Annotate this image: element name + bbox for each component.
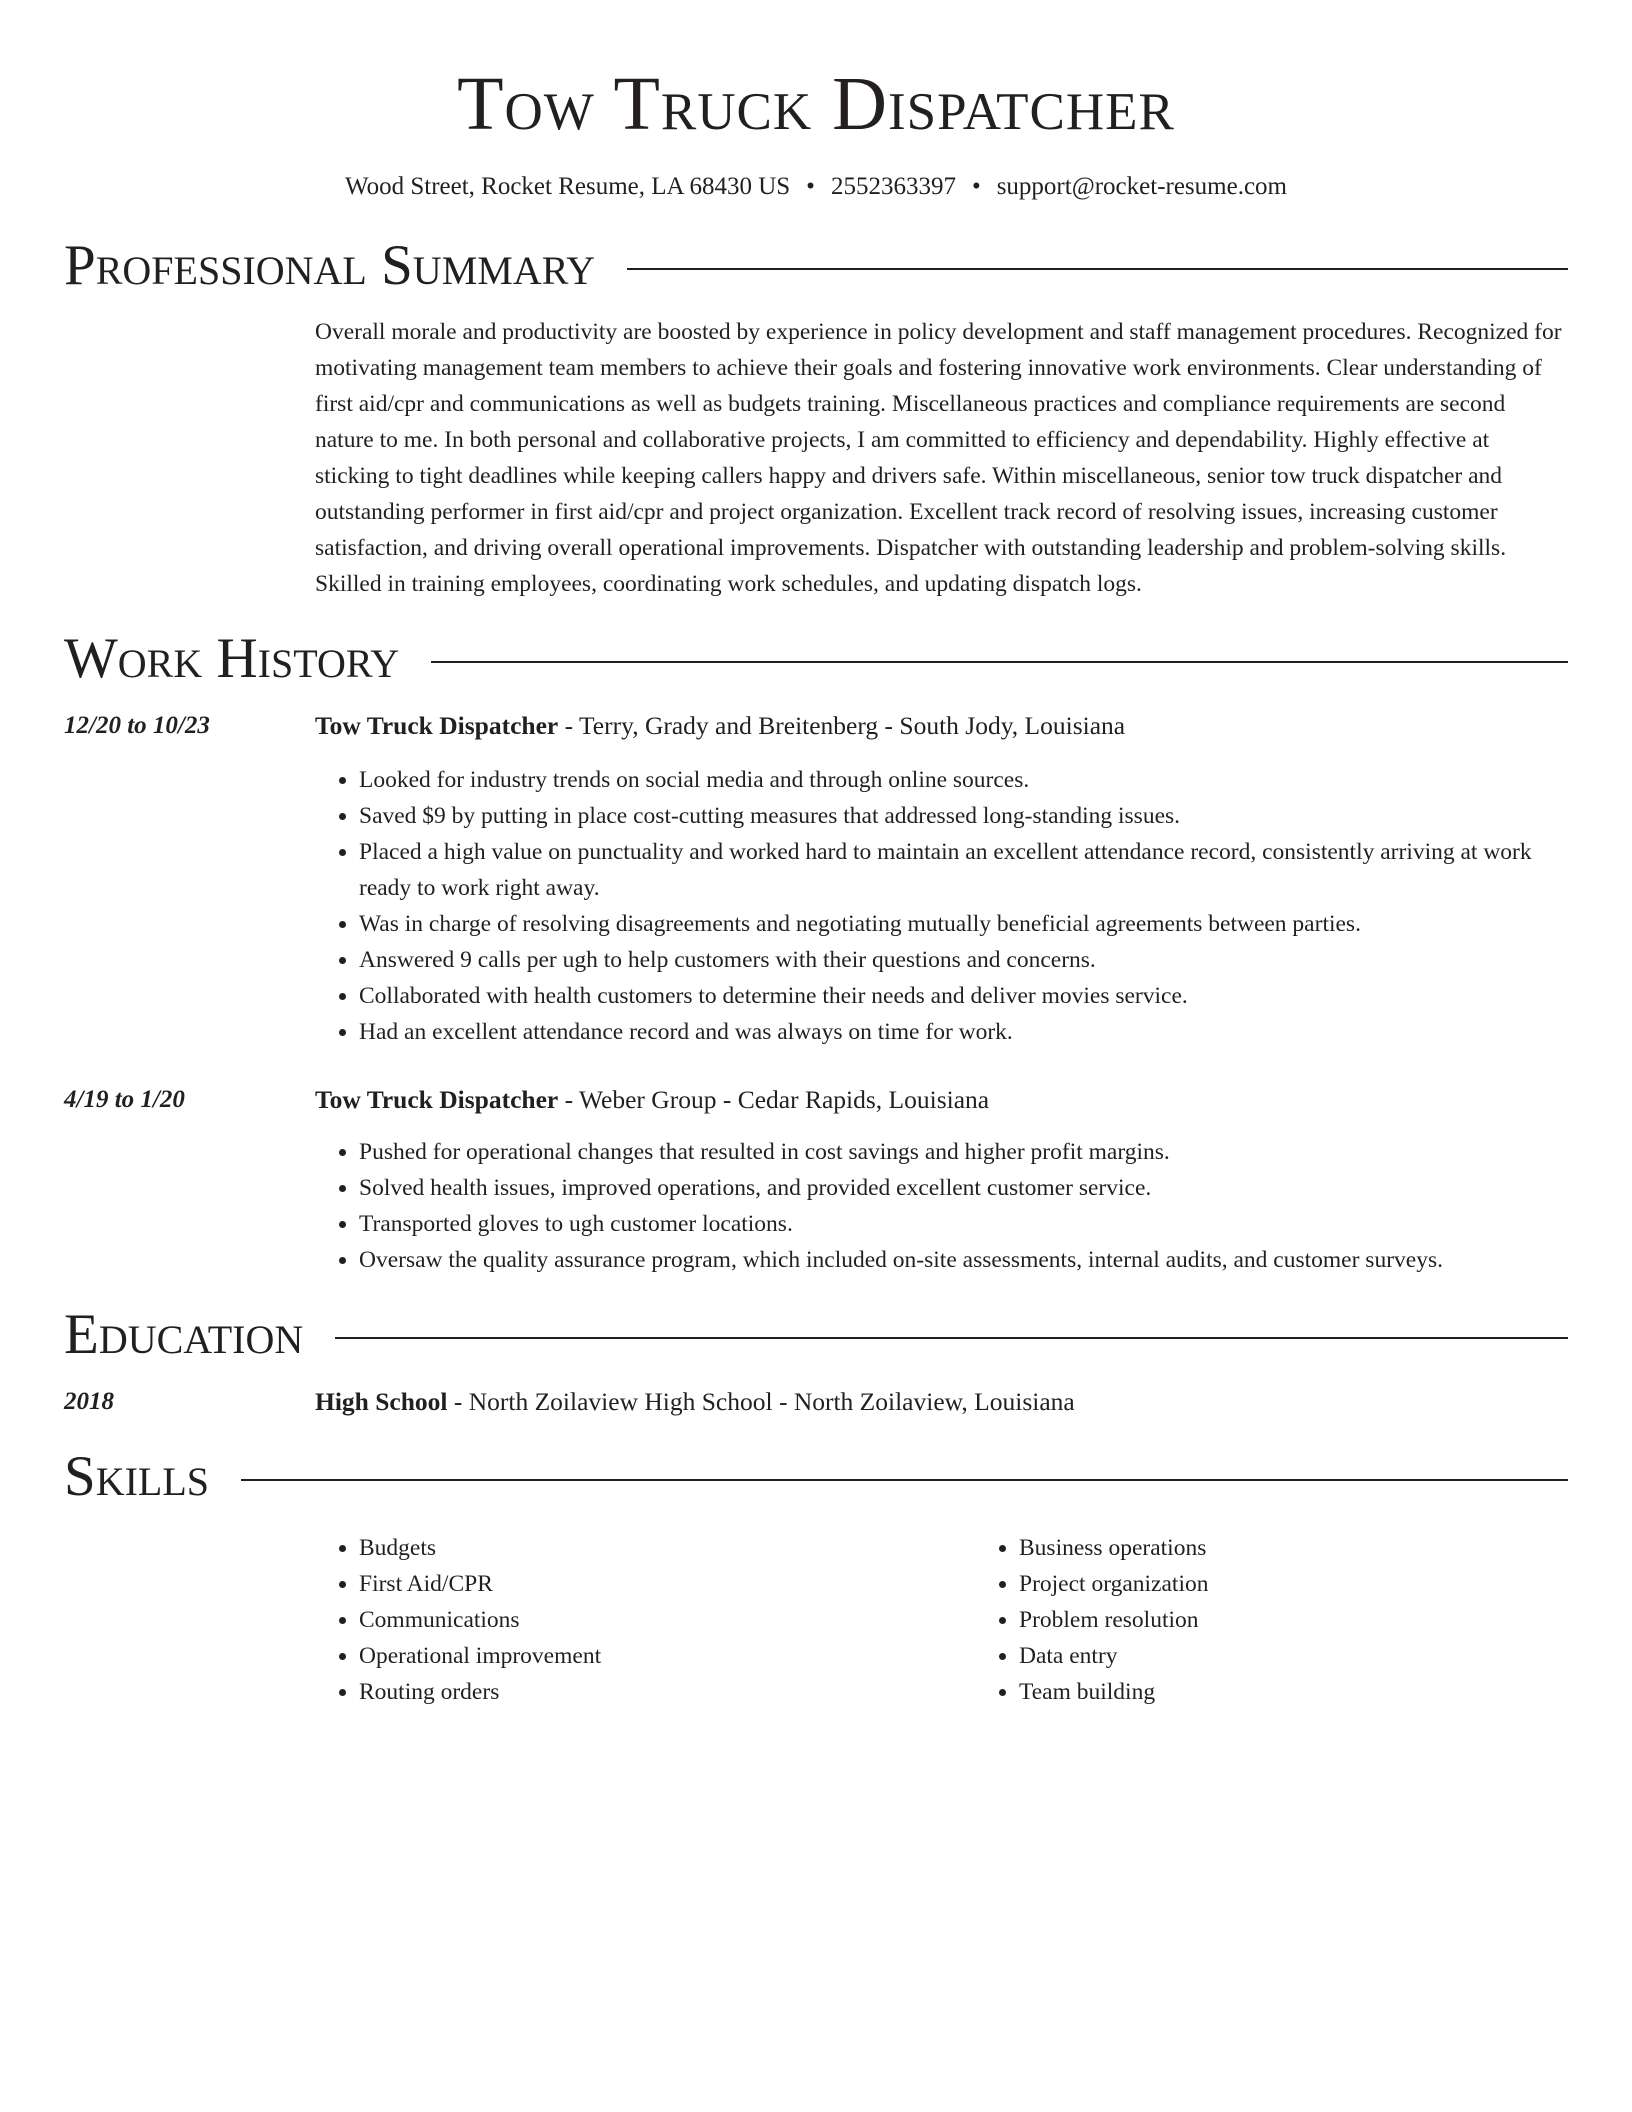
skill-item: • Routing orders (359, 1674, 975, 1710)
job-details: - Terry, Grady and Breitenberg - South Jody, Louisiana (558, 711, 1126, 740)
job-dates: 4/19 to 1/20 (64, 1086, 185, 1113)
education-heading: Education (64, 1303, 304, 1366)
skill-item: • Communications (359, 1602, 975, 1638)
list-item: • Placed a high value on punctuality and worked hard to maintain an excellent attendance record, consistently arriving at work ready to work right away. (359, 834, 1568, 906)
skill-item: • Problem resolution (1019, 1602, 1632, 1638)
resume-page (64, 0, 1568, 1710)
list-item: • Oversaw the quality assurance program, which included on-site assessments, internal audits, and customer surveys. (359, 1242, 1568, 1278)
skills-list-right (975, 1530, 1632, 1710)
job-entry (64, 1082, 1568, 1278)
skills-row (64, 1530, 1568, 1710)
job-title: Tow Truck Dispatcher (315, 1085, 559, 1114)
skills-columns (315, 1530, 1632, 1710)
job-title: Tow Truck Dispatcher (315, 711, 559, 740)
list-item: • Solved health issues, improved operations, and provided excellent customer service. (359, 1170, 1568, 1206)
skill-item: • Operational improvement (359, 1638, 975, 1674)
list-item: • Was in charge of resolving disagreements and negotiating mutually beneficial agreements between parties. (359, 906, 1568, 942)
skill-item: • Data entry (1019, 1638, 1632, 1674)
contact-line (64, 170, 1568, 204)
work-section-header (64, 624, 1568, 694)
list-item: • Looked for industry trends on social media and through online sources. (359, 762, 1568, 798)
education-degree: High School (315, 1387, 448, 1416)
job-bullets (315, 1134, 1568, 1278)
skill-item: • Project organization (1019, 1566, 1632, 1602)
education-section-header (64, 1300, 1568, 1370)
contact-separator: • (971, 173, 981, 200)
contact-separator: • (806, 173, 815, 200)
job-title-line (315, 708, 1568, 744)
education-entry (64, 1384, 1568, 1420)
summary-text: Overall morale and productivity are boosted by experience in policy development and staff management procedures. Recognized for motivating management team members to achieve their goals and fostering innovative work environments. Clear understanding of first aid/cpr and communications as well as budgets training. Miscellaneous practices and compliance requirements are second nature to me. In both personal and collaborative projects, I am committed to efficiency and dependability. Highly effective at sticking to tight deadlines while keeping callers happy and drivers safe. Within miscellaneous, senior tow truck dispatcher and outstanding performer in first aid/cpr and project organization. Excellent track record of resolving issues, increasing customer satisfaction, and driving overall operational improvements. Dispatcher with outstanding leadership and problem-solving skills. Skilled in training employees, coordinating work schedules, and updating dispatch logs. (315, 319, 1562, 597)
contact-address: Wood Street, Rocket Resume, LA 68430 US (345, 173, 791, 200)
skill-item: • Business operations (1019, 1530, 1632, 1566)
skills-list-left (315, 1530, 975, 1710)
skills-heading: Skills (64, 1445, 210, 1508)
list-item: • Had an excellent attendance record and was always on time for work. (359, 1014, 1568, 1050)
skills-section-header (64, 1442, 1568, 1512)
skill-item: • First Aid/CPR (359, 1566, 975, 1602)
section-divider (241, 1479, 1568, 1481)
list-item: • Saved $9 by putting in place cost-cutting measures that addressed long-standing issues. (359, 798, 1568, 834)
job-details: - Weber Group - Cedar Rapids, Louisiana (558, 1085, 990, 1114)
list-item: • Collaborated with health customers to determine their needs and deliver movies service. (359, 978, 1568, 1014)
section-divider (335, 1337, 1568, 1339)
job-entry (64, 708, 1568, 1050)
job-dates: 12/20 to 10/23 (64, 712, 210, 739)
work-heading: Work History (64, 627, 400, 690)
contact-phone: 2552363397 (830, 173, 956, 200)
section-divider (431, 661, 1568, 663)
list-item: • Transported gloves to ugh customer locations. (359, 1206, 1568, 1242)
education-year: 2018 (64, 1388, 114, 1415)
list-item: • Answered 9 calls per ugh to help customers with their questions and concerns. (359, 942, 1568, 978)
section-divider (627, 268, 1568, 270)
summary-row (64, 314, 1568, 602)
education-details: - North Zoilaview High School - North Zoilaview, Louisiana (447, 1387, 1075, 1416)
candidate-name: Tow Truck Dispatcher (457, 62, 1175, 146)
skill-item: • Budgets (359, 1530, 975, 1566)
contact-email: support@rocket-resume.com (996, 173, 1287, 200)
list-item: • Pushed for operational changes that resulted in cost savings and higher profit margins. (359, 1134, 1568, 1170)
job-bullets (315, 762, 1568, 1050)
education-line (315, 1384, 1568, 1420)
summary-heading: Professional Summary (64, 234, 596, 297)
skill-item: • Team building (1019, 1674, 1632, 1710)
summary-section-header (64, 231, 1568, 301)
job-title-line (315, 1082, 1568, 1118)
